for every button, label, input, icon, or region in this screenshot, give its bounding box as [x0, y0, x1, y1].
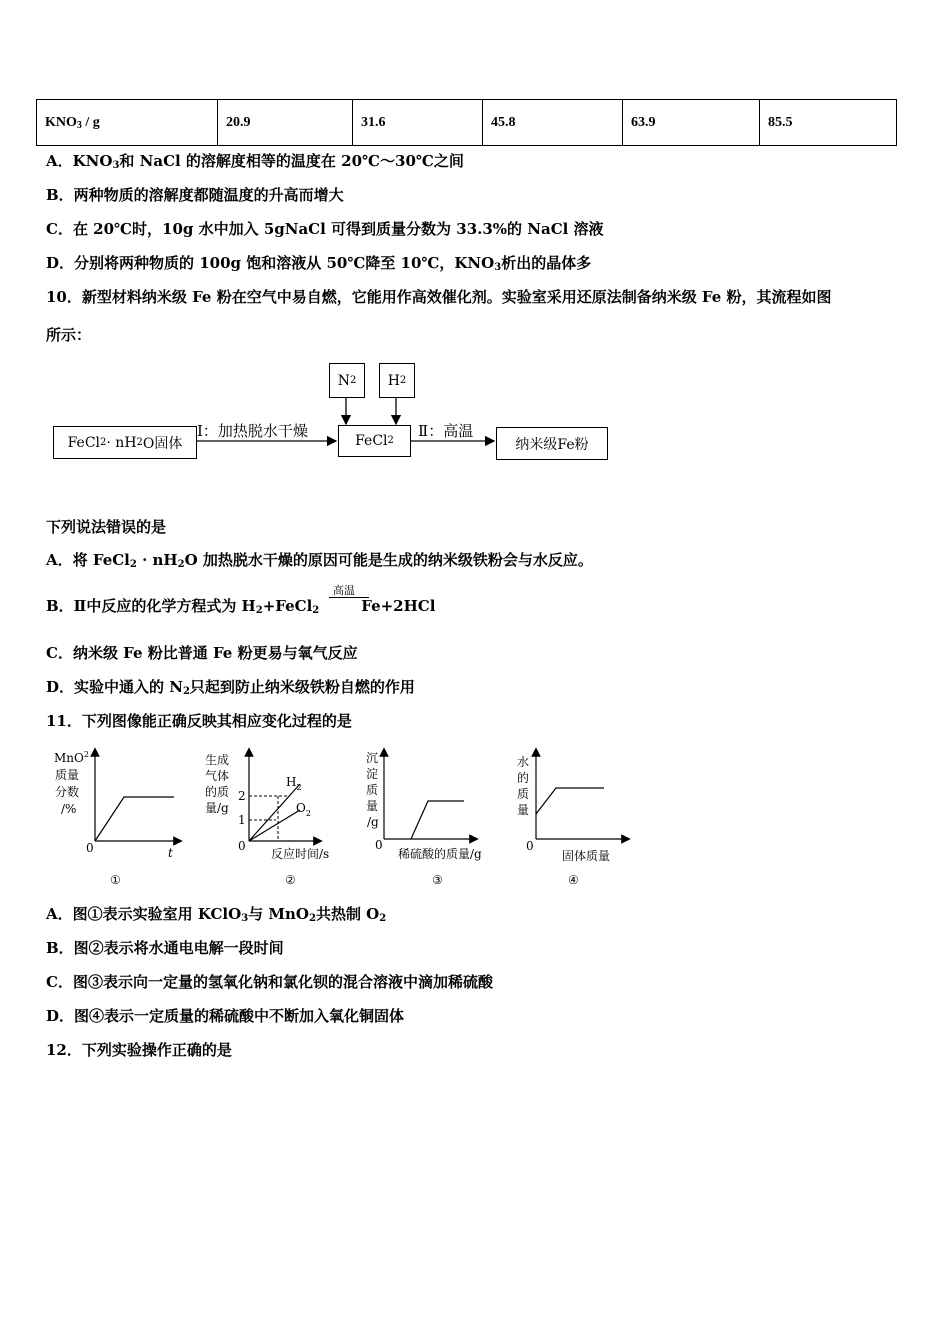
graph1-ylabel-line4: /%: [61, 802, 77, 816]
graph2-ylabel-line4: 量/g: [205, 801, 229, 815]
q9-option-b: B．两种物质的溶解度都随温度的升高而增大: [46, 186, 344, 204]
graph1-number: ①: [110, 873, 121, 887]
graph2-tick-2: 2: [238, 789, 246, 803]
graph2-h2-line: [249, 784, 300, 841]
graph3-number: ③: [432, 873, 443, 887]
q11-option-c: C．图③表示向一定量的氢氧化钠和氯化钡的混合溶液中滴加稀硫酸: [46, 973, 493, 991]
graph2-tick-1: 1: [238, 813, 246, 827]
q9-option-d: D．分别将两种物质的 100g 饱和溶液从 50℃降至 10℃，$KNO_3$析出的晶体多: [46, 254, 592, 273]
graph2-origin: 0: [238, 839, 246, 853]
graph3-ylabel-line2: 淀: [366, 767, 379, 781]
graph2-h2-label: $H_2$: [286, 775, 302, 792]
graph2-xlabel: 反应时间/s: [271, 847, 330, 861]
q10-prompt: 下列说法错误的是: [46, 518, 167, 536]
flow-box-fecl2: FeCl 2: [338, 425, 411, 457]
table-cell: 45.8: [483, 100, 623, 146]
graph4-curve: [536, 788, 604, 814]
graph4-origin: 0: [526, 839, 534, 853]
graph4-number: ④: [568, 873, 579, 887]
graph2-number: ②: [285, 873, 296, 887]
graph2-ylabel-line2: 气体: [205, 769, 230, 783]
graph4-ylabel-line4: 量: [517, 803, 530, 817]
graph1-ylabel: MnO$^2$: [54, 750, 89, 765]
graph2-o2-label: $O_2$: [296, 801, 311, 818]
q12-stem: 12．下列实验操作正确的是: [46, 1041, 232, 1059]
q10-option-a: A．将 FeCl$_2$ · $nH_2O$ 加热脱水干燥的原因可能是生成的纳米级铁粉会与水反应。: [46, 551, 593, 570]
graph3-ylabel-line3: 质: [366, 783, 379, 797]
graph-4: [517, 752, 626, 887]
q10-stem-cont: 所示：: [46, 326, 92, 344]
q10-stem: 10．新型材料纳米级 Fe 粉在空气中易自燃，它能用作高效催化剂。实验室采用还原法制备纳米级 Fe 粉，其流程如图: [46, 288, 832, 306]
flow-label-step2: Ⅱ：高温: [418, 422, 474, 440]
table-cell: 31.6: [353, 100, 483, 146]
graph4-ylabel-line3: 质: [517, 787, 530, 801]
table-cell-kno3-label: $KNO_3$ / g: [37, 100, 218, 146]
flow-label-step1: Ⅰ：加热脱水干燥: [197, 422, 308, 440]
table-cell: 85.5: [760, 100, 897, 146]
table-cell: 20.9: [218, 100, 353, 146]
graph2-ylabel-line1: 生成: [205, 753, 230, 767]
graph1-origin: 0: [86, 841, 94, 855]
graph1-xlabel: t: [168, 846, 173, 860]
reaction-condition-label: 高温: [333, 584, 355, 597]
graph3-ylabel-line5: /g: [367, 815, 379, 829]
graph2-ylabel-line3: 的质: [205, 785, 230, 799]
graph4-ylabel-line2: 的: [517, 771, 530, 785]
q11-graphs: [0, 740, 950, 895]
graph4-xlabel: 固体质量: [562, 849, 611, 863]
graph-1: [54, 750, 178, 887]
graph3-ylabel-line4: 量: [366, 799, 379, 813]
q9-option-c: C．在 20℃时，10g 水中加入 5gNaCl 可得到质量分数为 33.3%的 NaCl 溶液: [46, 220, 604, 238]
q11-option-a: A．图①表示实验室用 KClO$_3$与 MnO$_2$共热制 $O_2$: [46, 905, 387, 924]
graph3-curve: [411, 801, 464, 839]
graph1-ylabel-line2: 质量: [55, 768, 80, 782]
graph-3: [366, 751, 482, 887]
table-cell: 63.9: [623, 100, 760, 146]
q10-option-c: C．纳米级 Fe 粉比普通 Fe 粉更易与氧气反应: [46, 644, 358, 662]
graph3-xlabel: 稀硫酸的质量/g: [398, 847, 482, 861]
q11-option-d: D．图④表示一定质量的稀硫酸中不断加入氧化铜固体: [46, 1007, 405, 1025]
graph4-ylabel-line1: 水: [517, 755, 530, 769]
graph1-ylabel-line3: 分数: [55, 785, 80, 799]
graph1-curve: [95, 797, 174, 841]
graph3-ylabel-line1: 沉: [366, 751, 379, 765]
reaction-arrow-line: [329, 597, 369, 598]
graph2-o2-line: [249, 810, 300, 841]
q9-option-a: A．$KNO_3$和 NaCl 的溶解度相等的温度在 20℃～30℃之间: [46, 152, 464, 171]
flow-box-nano-fe: 纳米级Fe粉: [496, 427, 608, 460]
flow-box-n2: N 2: [329, 363, 365, 398]
q10-option-b: B．Ⅱ中反应的化学方程式为 $H_2+FeCl_2$ Fe+2HCl: [46, 597, 436, 616]
q11-option-b: B．图②表示将水通电电解一段时间: [46, 939, 284, 957]
q10-option-d: D．实验中通入的 $N_2$只起到防止纳米级铁粉自燃的作用: [46, 678, 415, 697]
flow-arrows: [0, 0, 950, 500]
q11-stem: 11．下列图像能正确反映其相应变化过程的是: [46, 712, 352, 730]
flow-box-h2: H 2: [379, 363, 415, 398]
graph-2: [205, 752, 329, 887]
graph3-origin: 0: [375, 838, 383, 852]
flow-box-fecl2-hydrate: FeCl 2 · nH 2 O固体: [53, 426, 197, 459]
